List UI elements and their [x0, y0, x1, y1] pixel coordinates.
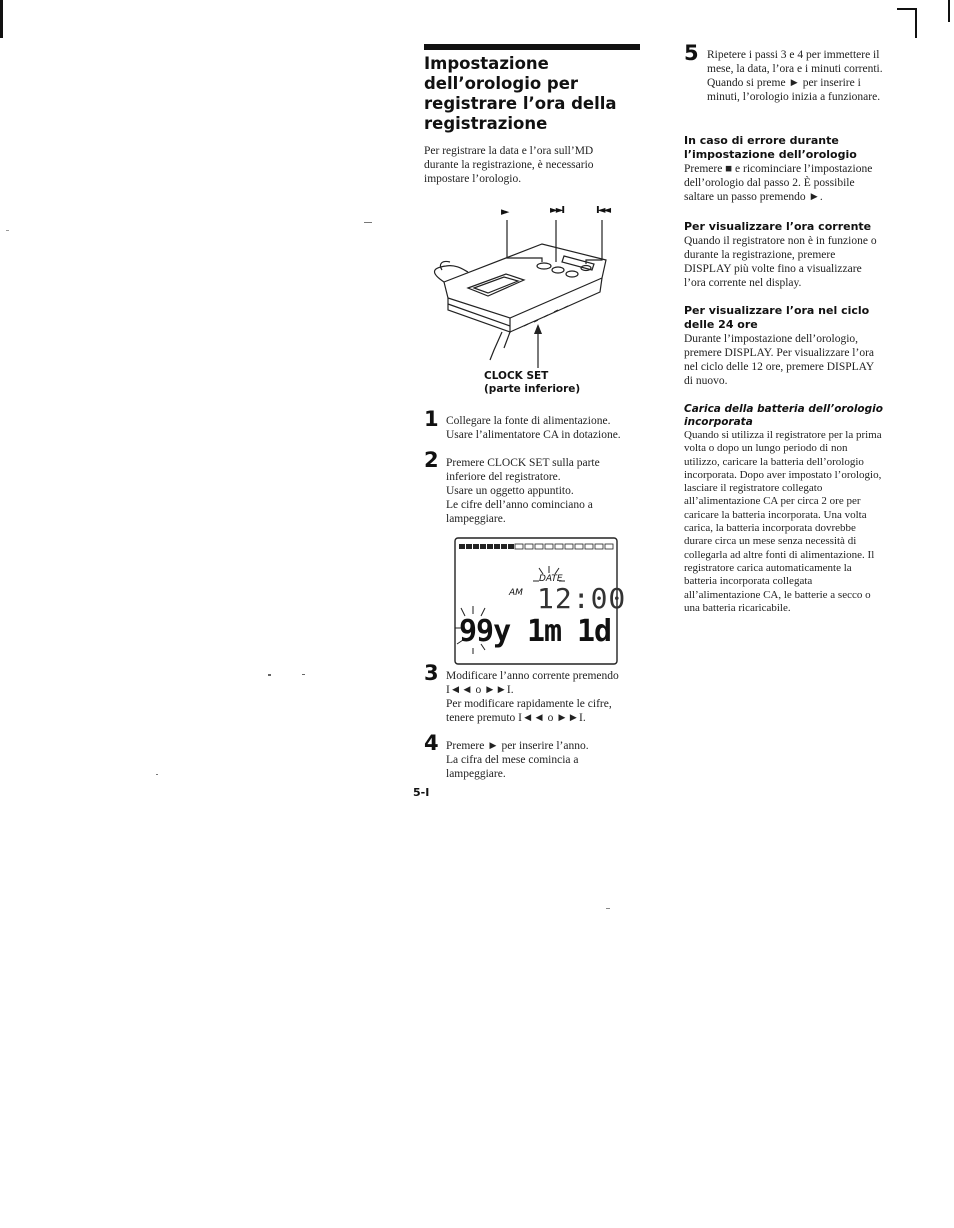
section-line: Premere ■ e ricominciare l’impostazione — [684, 163, 873, 175]
page-title — [424, 54, 644, 134]
section-battery — [684, 403, 909, 615]
step-text — [446, 456, 661, 526]
step-number: 3 — [424, 661, 439, 685]
step-line: mese, la data, l’ora e i minuti correnti. — [707, 63, 883, 75]
scan-speck — [364, 222, 372, 223]
lcd-time: 12:00 — [537, 582, 627, 615]
next-button-symbol: ►►I — [550, 205, 564, 216]
step-line: Premere CLOCK SET sulla parte — [446, 457, 600, 469]
section-title-line: delle 24 ore — [684, 318, 758, 331]
step-text — [446, 669, 661, 725]
section-line: registratore carica automaticamente la — [684, 561, 852, 574]
section-title — [684, 220, 906, 234]
section-line: volta o dopo un lungo periodo di non — [684, 442, 848, 455]
scan-speck — [606, 908, 610, 909]
section-line: premere DISPLAY. Per visualizzare l’ora — [684, 347, 875, 359]
step-line: Usare l’alimentatore CA in dotazione. — [446, 429, 621, 441]
section-title — [684, 304, 906, 332]
section-line: caricare la batteria incorporata. Una volta — [684, 508, 867, 521]
play-button-symbol: ► — [501, 205, 510, 218]
intro-line: Per registrare la data e l’ora sull’MD — [424, 145, 594, 157]
crop-mark-left — [0, 0, 3, 38]
intro-line: durante la registrazione, è necessario — [424, 159, 594, 171]
step-number: 1 — [424, 407, 439, 431]
step-line: Premere ► per inserire l’anno. — [446, 740, 589, 752]
step-number: 4 — [424, 731, 439, 755]
section-line: durante la registrazione, premere — [684, 249, 836, 261]
clock-set-caption — [484, 370, 604, 396]
section-line: nel ciclo delle 12 ore, premere DISPLAY — [684, 361, 875, 373]
section-line: lasciare il registratore collegato — [684, 482, 823, 495]
section-body — [684, 332, 906, 388]
step-line: Quando si preme ► per inserire i — [707, 77, 861, 89]
section-line: l’ora corrente nel display. — [684, 277, 802, 289]
prev-button-symbol: I◄◄ — [596, 205, 610, 216]
caption-line: CLOCK SET — [484, 370, 549, 382]
md-recorder-drawing — [424, 200, 644, 370]
device-illustration — [424, 200, 644, 370]
section-line: incorporata. Dopo aver impostato l’orologio, — [684, 468, 882, 481]
section-title-line: In caso di errore durante — [684, 134, 839, 147]
intro-line: impostare l’orologio. — [424, 173, 522, 185]
section-error — [684, 134, 906, 204]
page-number: 5-I — [413, 786, 430, 799]
caption-line: (parte inferiore) — [484, 383, 581, 395]
date-indicator: DATE — [539, 574, 563, 584]
section-line: Durante l’impostazione dell’orologio, — [684, 333, 859, 345]
step-text — [446, 739, 661, 781]
crop-mark-right — [948, 0, 950, 22]
section-line: durare circa un mese senza necessità di — [684, 535, 857, 548]
corner-mark — [897, 8, 917, 10]
step-line: tenere premuto I◄◄ o ►►I. — [446, 712, 586, 724]
step-line: Le cifre dell’anno cominciano a — [446, 499, 593, 511]
section-title-line: Per visualizzare l’ora nel ciclo — [684, 304, 870, 317]
lcd-month: 1m — [527, 614, 562, 649]
section-line: Quando si utilizza il registratore per la prima — [684, 429, 882, 441]
scan-speck — [302, 674, 305, 675]
title-line: Impostazione — [424, 54, 549, 73]
section-title-line: l’impostazione dell’orologio — [684, 148, 857, 161]
section-line: utilizzo, caricare la batteria dell’orologio — [684, 455, 864, 468]
section-line: DISPLAY più volte fino a visualizzare — [684, 263, 862, 275]
section-line: di nuovo. — [684, 375, 728, 387]
intro-paragraph — [424, 144, 654, 186]
section-line: saltare un passo premendo ►. — [684, 191, 823, 203]
step-line: inferiore del registratore. — [446, 471, 561, 483]
title-line: registrare l’ora della — [424, 94, 617, 113]
section-line: batteria incorporata collegata — [684, 575, 813, 588]
step-line: I◄◄ o ►►I. — [446, 684, 514, 696]
step-text — [446, 414, 661, 442]
step-text — [707, 48, 929, 104]
step-line: La cifra del mese comincia a — [446, 754, 579, 766]
title-line: registrazione — [424, 114, 548, 133]
scan-speck — [268, 674, 271, 676]
step-line: minuti, l’orologio inizia a funzionare. — [707, 91, 881, 103]
step-line: Ripetere i passi 3 e 4 per immettere il — [707, 49, 880, 61]
step-line: Usare un oggetto appuntito. — [446, 485, 574, 497]
section-line: all’alimentazione CA, le batterie a secco o — [684, 588, 871, 601]
section-line: dell’orologio dal passo 2. È possibile — [684, 177, 855, 189]
section-title — [684, 403, 909, 429]
lcd-year: 99y — [459, 614, 511, 649]
scan-speck — [6, 230, 9, 231]
step-number: 2 — [424, 448, 439, 472]
section-line: all’alimentazione CA per circa 2 ore per — [684, 495, 861, 508]
section-line: carica, la batteria incorporata dovrebbe — [684, 522, 856, 535]
step-line: lampeggiare. — [446, 513, 506, 525]
section-title — [684, 134, 906, 162]
corner-mark-stem — [915, 8, 917, 38]
section-title-line: Per visualizzare l’ora corrente — [684, 220, 872, 233]
section-line: Quando il registratore non è in funzione o — [684, 235, 877, 247]
section-current-time — [684, 220, 906, 290]
section-line: una batteria ricaricabile. — [684, 601, 791, 614]
step-line: Collegare la fonte di alimentazione. — [446, 415, 611, 427]
lcd-day: 1d — [577, 614, 612, 649]
step-line: Per modificare rapidamente le cifre, — [446, 698, 612, 710]
section-body — [684, 429, 909, 615]
section-line: collegarla ad altre fonti di alimentazione. Il — [684, 548, 875, 561]
heading-rule — [424, 44, 640, 50]
title-line: dell’orologio per — [424, 74, 579, 93]
section-body — [684, 234, 906, 290]
am-indicator: AM — [509, 588, 523, 598]
step-number: 5 — [684, 41, 699, 65]
section-body — [684, 162, 906, 204]
step-line: lampeggiare. — [446, 768, 506, 780]
step-line: Modificare l’anno corrente premendo — [446, 670, 619, 682]
lcd-display — [453, 536, 627, 666]
section-24h — [684, 304, 906, 388]
scan-speck — [156, 774, 158, 775]
section-title-line: Carica della batteria dell’orologio — [684, 403, 883, 415]
section-title-line: incorporata — [684, 416, 753, 428]
